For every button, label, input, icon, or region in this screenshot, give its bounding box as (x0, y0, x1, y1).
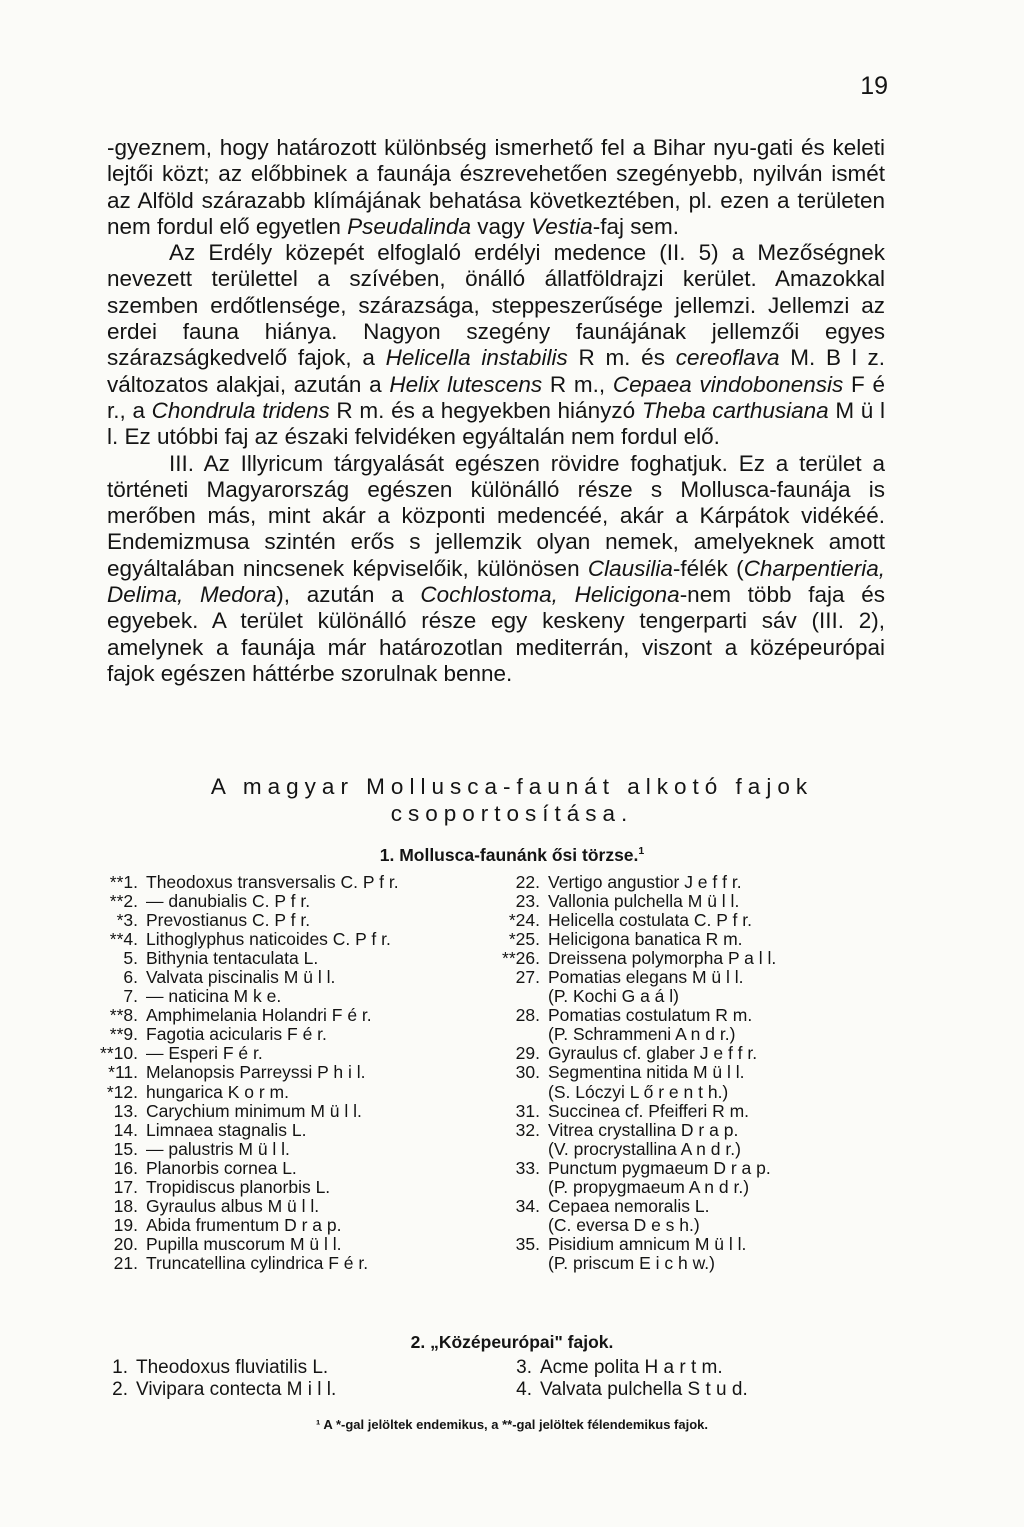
species-name: Theba carthusiana (641, 397, 829, 423)
item-species: Tropidiscus planorbis L. (146, 1176, 331, 1197)
item-species: (P. Schrammeni A n d r.) (548, 1024, 736, 1045)
item-species: Helicella costulata C. P f r. (548, 910, 752, 931)
text-run: M ü l l. Ez utóbbi faj az északi felvidéken egyáltalán nem fordul elő. (107, 397, 885, 450)
species-list-item (498, 1178, 776, 1197)
species-list-item (96, 1083, 399, 1102)
item-species: Prevostianus C. P f r. (146, 910, 311, 931)
item-number (498, 1140, 548, 1159)
item-number: **4. (109, 929, 138, 950)
item-species: Carychium minimum M ü l l. (146, 1100, 362, 1121)
species-list-item (498, 1102, 776, 1121)
item-species: Cepaea nemoralis L. (548, 1195, 710, 1216)
item-species: Succinea cf. Pfeifferi R m. (548, 1100, 750, 1121)
text-run: M. B l z. változatos alakjai, azután a (107, 345, 885, 397)
species-list-item (498, 1140, 776, 1159)
item-species: (P. Kochi G a á l) (548, 986, 679, 1007)
item-species: — naticina M k e. (146, 986, 282, 1007)
species-list-item (498, 911, 776, 930)
item-number: 7. (123, 986, 138, 1007)
item-species: (S. Lóczyi L ő r e n t h.) (548, 1081, 729, 1102)
item-species: Pomatias costulatum R m. (548, 1005, 753, 1026)
page-number: 19 (860, 72, 888, 100)
species-list-item (498, 930, 776, 949)
species-list-item (498, 968, 776, 987)
species-name: cereoflava (675, 345, 780, 371)
item-species: Planorbis cornea L. (146, 1157, 297, 1178)
species-name: Charpentieria, Delima, Medora (107, 555, 886, 608)
section-heading-continued: csoportosítása. (390, 801, 634, 826)
item-number: 31. (515, 1100, 540, 1121)
item-number: **1. (109, 872, 138, 892)
species-list-item (498, 1121, 776, 1140)
species-list-item (96, 1006, 399, 1025)
group2-left-column (104, 1357, 336, 1400)
item-species: Vallonia pulchella M ü l l. (548, 891, 740, 912)
species-list-item (498, 873, 776, 892)
species-list-item (96, 930, 399, 949)
item-number: *25. (508, 929, 540, 950)
text-run: Az Erdély közepét elfoglaló erdélyi medence (II. 5) a Mezőségnek nevezett területtel a szívében, önálló állatföldrajzi kerület. Amazokkal szemben erdőtlensége, szárazsága, steppeszerűsége jellemzi. Jellemzi az erdei fauna hiánya. Nagyon szegény faunájának jellemzői egyes szárazságkedvelő fajok, a (107, 240, 885, 371)
species-list-item (96, 1178, 399, 1197)
species-list-item (498, 1216, 776, 1235)
species-list-item (96, 911, 399, 930)
species-name: Helicella instabilis (385, 345, 568, 371)
item-species: Vivipara contecta M i l l. (136, 1378, 337, 1400)
item-number: 33. (515, 1157, 540, 1178)
species-list-item (96, 1102, 399, 1121)
item-number: 14. (113, 1119, 138, 1140)
species-list-item (96, 1235, 399, 1254)
species-list-item (96, 1159, 399, 1178)
item-number: 3. (516, 1357, 532, 1378)
species-list-item (96, 1216, 399, 1235)
item-number (498, 1254, 548, 1273)
section-heading: A magyar Mollusca-faunát alkotó fajok (210, 774, 814, 799)
item-number: 28. (515, 1005, 540, 1026)
item-number: 30. (515, 1062, 540, 1083)
item-number (498, 1025, 548, 1044)
species-list-item (96, 1044, 399, 1063)
species-list-item (498, 1025, 776, 1044)
item-species: Punctum pygmaeum D r a p. (548, 1157, 771, 1178)
item-number: 17. (113, 1176, 138, 1197)
item-species: Lithoglyphus naticoides C. P f r. (146, 929, 391, 950)
item-number: **8. (109, 1005, 138, 1026)
footnote-mark: 1 (638, 845, 645, 858)
item-number: 1. (112, 1357, 128, 1378)
species-name: Helix lutescens (389, 371, 543, 397)
item-species: Theodoxus fluviatilis L. (136, 1357, 329, 1378)
item-species: Acme polita H a r t m. (540, 1357, 723, 1378)
item-number: 23. (515, 891, 540, 912)
species-list-item (96, 968, 399, 987)
text-run: -faj sem. (592, 213, 680, 239)
text-run: -félék ( (672, 555, 744, 581)
text-run: -nem több faja és egyebek. A terület különálló része egy keskeny tengerparti sáv (III. 2), amelynek a faunája már határozotlan mediterrán, viszont a középeurópai fajok egészen háttérbe szorulnak benne. (107, 582, 885, 686)
item-number: 35. (515, 1233, 540, 1254)
item-species: Limnaea stagnalis L. (146, 1119, 307, 1140)
species-list-item (498, 1197, 776, 1216)
item-number (498, 1083, 548, 1102)
item-number: *11. (108, 1062, 138, 1083)
item-species: — Esperi F é r. (146, 1043, 263, 1064)
species-list-item (96, 1254, 399, 1273)
item-number: 22. (515, 872, 540, 892)
item-species: Truncatellina cylindrica F é r. (146, 1252, 369, 1273)
species-list-item (96, 1121, 399, 1140)
species-name: Vestia (531, 213, 593, 239)
item-number: 29. (515, 1043, 540, 1064)
item-species: Fagotia acicularis F é r. (146, 1024, 327, 1045)
group1-title: 1. Mollusca-faunánk ősi törzse.$^1$ (379, 845, 645, 865)
species-list-item (498, 1006, 776, 1025)
item-number: **2. (109, 891, 138, 912)
item-number: *12. (106, 1081, 138, 1102)
species-name: Cochlostoma, Helicigona (420, 582, 680, 608)
group1-right-column (498, 873, 776, 1273)
species-list-item (498, 1083, 776, 1102)
item-species: Melanopsis Parreyssi P h i l. (146, 1062, 366, 1083)
item-species: Abida frumentum D r a p. (146, 1214, 342, 1235)
text-run: ), azután a (276, 582, 421, 608)
species-name: Clausilia (587, 555, 673, 581)
item-species: Pisidium amnicum M ü l l. (548, 1233, 747, 1254)
item-number: 18. (113, 1195, 138, 1216)
species-list-item (96, 1025, 399, 1044)
species-list-item (498, 1235, 776, 1254)
item-species: — danubialis C. P f r. (146, 891, 311, 912)
item-number (498, 987, 548, 1006)
item-species: Valvata piscinalis M ü l l. (146, 967, 336, 988)
species-list-item (508, 1357, 748, 1379)
item-species: Bithynia tentaculata L. (146, 948, 319, 969)
species-list-item (96, 892, 399, 911)
item-number: 32. (515, 1119, 540, 1140)
item-species: Pupilla muscorum M ü l l. (146, 1233, 342, 1254)
item-number: 16. (113, 1157, 138, 1178)
text-run: F é r., a (107, 371, 885, 423)
text-run: R m. és (567, 345, 676, 371)
item-number: 27. (515, 967, 540, 988)
item-species: hungarica K o r m. (146, 1081, 289, 1102)
text-run: R m., (542, 371, 613, 397)
species-list-item (96, 949, 399, 968)
item-species: Vertigo angustior J e f f r. (548, 872, 742, 892)
item-species: Theodoxus transversalis C. P f r. (146, 872, 399, 892)
species-list-item (498, 1044, 776, 1063)
item-species: — palustris M ü l l. (146, 1138, 290, 1159)
item-number: 34. (515, 1195, 540, 1216)
text-run: vagy (471, 213, 532, 239)
paragraph (107, 240, 885, 450)
item-species: (P. propygmaeum A n d r.) (548, 1176, 750, 1197)
item-species: Valvata pulchella S t u d. (540, 1378, 748, 1400)
item-number: 5. (123, 948, 138, 969)
species-list-item (498, 892, 776, 911)
item-number (498, 1216, 548, 1235)
group1-left-column (96, 873, 399, 1273)
item-number: 13. (113, 1100, 138, 1121)
item-species: Helicigona banatica R m. (548, 929, 743, 950)
paragraph (107, 451, 885, 688)
item-species: (P. priscum E i c h w.) (548, 1252, 715, 1273)
species-name: Chondrula tridens (151, 397, 330, 423)
item-species: (V. procrystallina A n d r.) (548, 1138, 741, 1159)
species-name: Cepaea vindobonensis (612, 371, 844, 397)
item-number: 19. (113, 1214, 138, 1235)
species-list-item (96, 1063, 399, 1082)
text-run: -gyeznem, hogy határozott különbség ismerhető fel a Bihar nyu-gati és keleti lejtői közt; az előbbinek a faunája észrevehetően szegényebb, nyilván ismét az Alföld szárazabb klímájának behatása következtében, pl. ezen a területen nem fordul elő egyetlen (107, 135, 885, 239)
group2-title: 2. „Középeurópai" fajok. (410, 1332, 614, 1352)
item-species: Amphimelania Holandri F é r. (146, 1005, 372, 1026)
item-number: 4. (516, 1378, 532, 1400)
item-number: 15. (113, 1138, 138, 1159)
species-name: Pseudalinda (347, 213, 472, 239)
item-species: Gyraulus cf. glaber J e f f r. (548, 1043, 758, 1064)
body-text (107, 135, 885, 687)
species-list-item (498, 1159, 776, 1178)
species-list-item (498, 1063, 776, 1082)
species-list-item (104, 1357, 336, 1379)
item-number: 6. (123, 967, 138, 988)
item-number: 20. (113, 1233, 138, 1254)
item-number: *3. (116, 910, 138, 931)
item-number: **10. (100, 1043, 138, 1064)
text-run: R m. és a hegyekben hiányzó (329, 397, 642, 423)
species-list-item (498, 987, 776, 1006)
species-list-item (96, 873, 399, 892)
paragraph (107, 135, 885, 240)
item-number (498, 1178, 548, 1197)
item-species: Segmentina nitida M ü l l. (548, 1062, 745, 1083)
species-list-item (96, 1197, 399, 1216)
item-number: *24. (508, 910, 540, 931)
footnote: ¹ A *-gal jelöltek endemikus, a **-gal jelöltek félendemikus fajok. (315, 1417, 709, 1432)
species-list-item (96, 987, 399, 1006)
species-list-item (104, 1379, 336, 1401)
item-species: Gyraulus albus M ü l l. (146, 1195, 320, 1216)
group2-right-column (508, 1357, 748, 1400)
item-species: Vitrea crystallina D r a p. (548, 1119, 739, 1140)
item-number: 2. (112, 1378, 128, 1400)
text-run: III. Az Illyricum tárgyalását egészen rövidre foghatjuk. Ez a terület a történeti Magyarország egészen különálló része s Mollusca-faunája is merőben más, mint akár a központi medencéé, akár a Kárpátok vidékéé. Endemizmusa szintén erős s jellemzik olyan nemek, amelyeknek amott egyáltalában nincsenek képviselőik, különösen (107, 450, 885, 581)
species-list-item (498, 949, 776, 968)
item-species: (C. eversa D e s h.) (548, 1214, 700, 1235)
species-list-item (508, 1379, 748, 1401)
item-number: **26. (502, 948, 540, 969)
species-list-item (96, 1140, 399, 1159)
item-species: Pomatias elegans M ü l l. (548, 967, 744, 988)
item-number: 21. (113, 1252, 138, 1273)
species-list-item (498, 1254, 776, 1273)
item-species: Dreissena polymorpha P a l l. (548, 948, 777, 969)
item-number: **9. (109, 1024, 138, 1045)
